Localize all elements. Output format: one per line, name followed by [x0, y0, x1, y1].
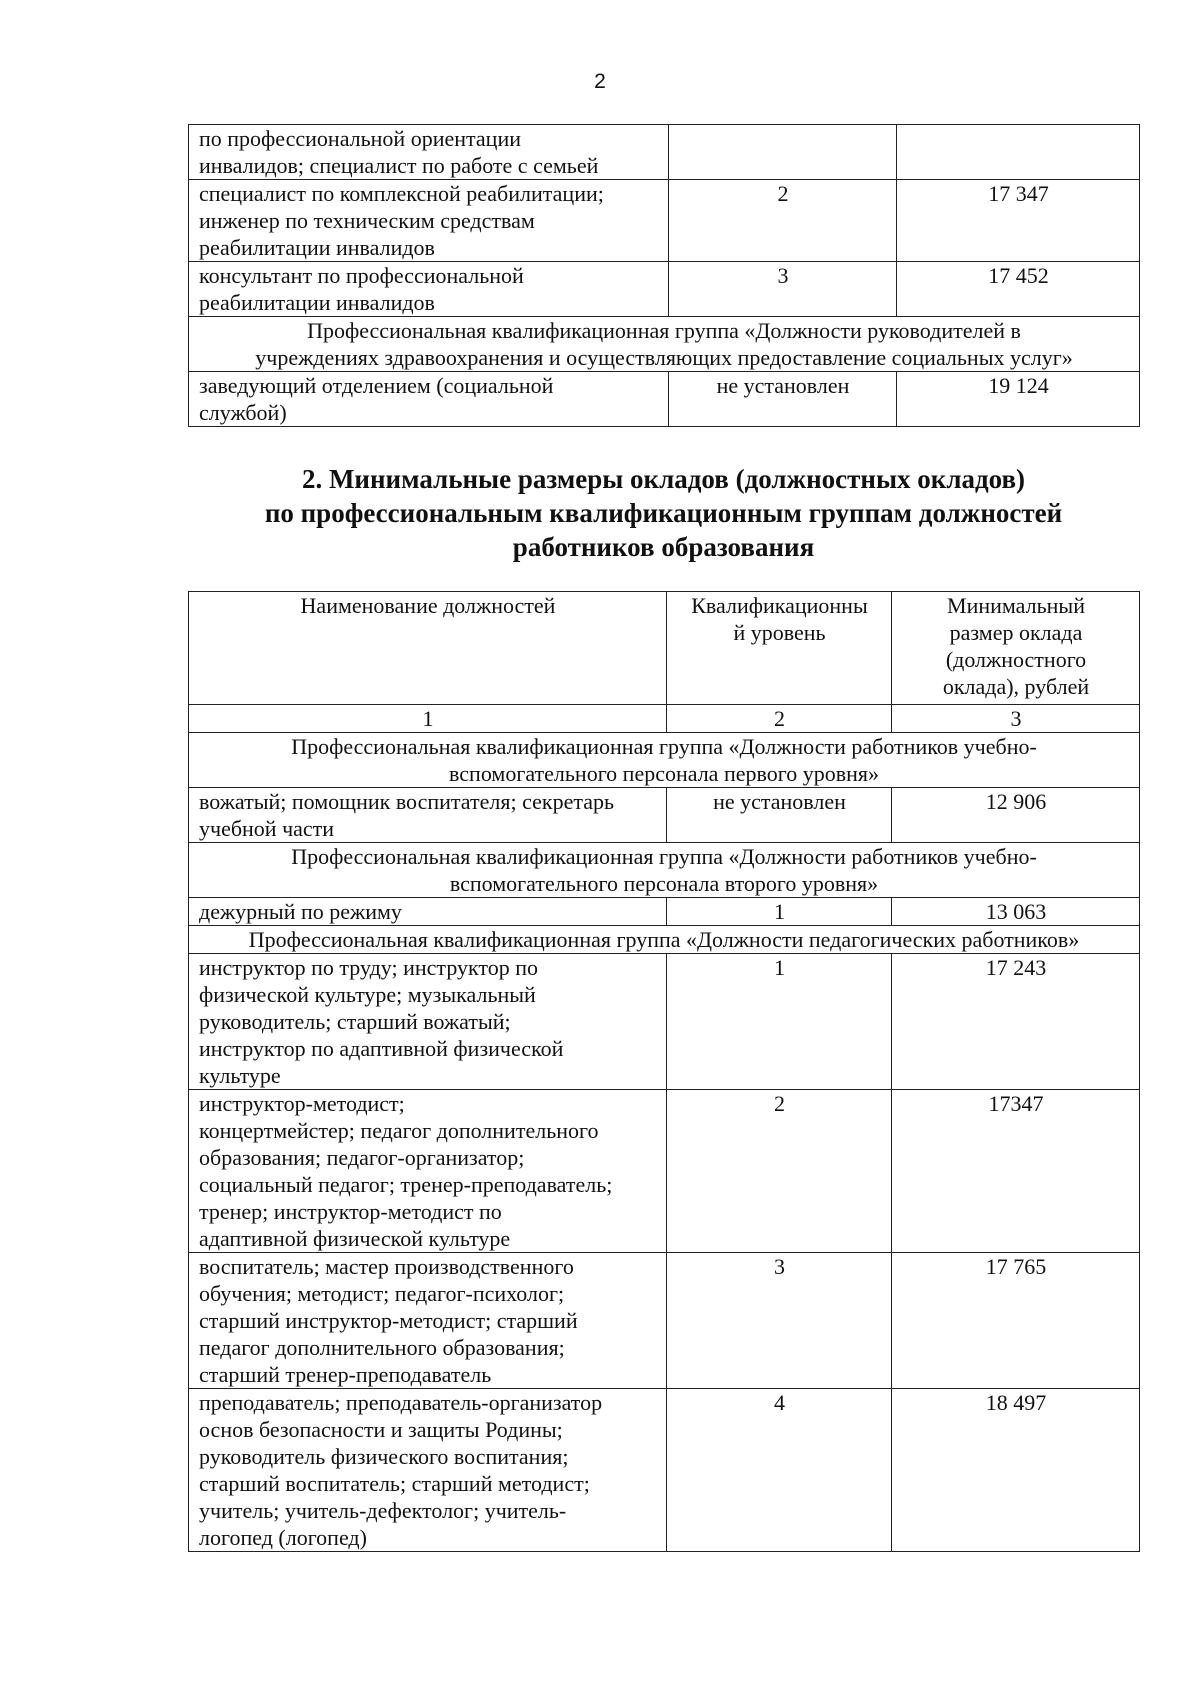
position-names [189, 898, 667, 926]
minimum-salary: 17 452 [897, 262, 1140, 317]
header-minimum-salary [892, 592, 1140, 705]
salary-table-social [188, 124, 1140, 427]
qualification-level: 4 [667, 1389, 892, 1552]
table-row [189, 1389, 1140, 1552]
position-line: образования; педагог-организатор; [199, 1145, 525, 1170]
group-heading-line: вспомогательного персонала первого уровня» [449, 761, 879, 786]
section-heading-line: 2. Минимальные размеры окладов (должностных окладов) [301, 464, 1026, 494]
position-line: социальный педагог; тренер-преподаватель; [199, 1172, 613, 1197]
position-line: вожатый; помощник воспитателя; секретарь [199, 789, 615, 814]
group-heading-line: Профессиональная квалификационная группа «Должности руководителей в [307, 318, 1021, 343]
minimum-salary: 17 765 [892, 1253, 1140, 1389]
group-heading-line: вспомогательного персонала второго уровня» [449, 871, 879, 896]
position-line: инженер по техническим средствам [199, 208, 535, 233]
position-line: реабилитации инвалидов [199, 290, 435, 315]
page-number: 2 [594, 70, 606, 93]
position-names [189, 1090, 667, 1253]
position-names [189, 372, 669, 427]
position-line: по профессиональной ориентации [199, 126, 521, 151]
position-line: воспитатель; мастер производственного [199, 1254, 574, 1279]
table-row [189, 372, 1140, 427]
header-line: размер оклада [949, 620, 1083, 645]
group-heading [189, 843, 1140, 898]
minimum-salary: 17 347 [897, 180, 1140, 262]
qualification-level: 3 [669, 262, 897, 317]
position-line: учитель; учитель-дефектолог; учитель- [199, 1498, 567, 1523]
position-names [189, 1253, 667, 1389]
header-line: Квалификационны [691, 593, 868, 618]
group-heading-line: Профессиональная квалификационная группа «Должности работников учебно- [291, 844, 1037, 869]
header-line: Минимальный [947, 593, 1085, 618]
position-line: руководитель физического воспитания; [199, 1444, 569, 1469]
header-line: оклада), рублей [942, 674, 1090, 699]
table-row [189, 262, 1140, 317]
column-number: 1 [189, 705, 667, 733]
position-names [189, 180, 669, 262]
table-row [189, 180, 1140, 262]
minimum-salary: 13 063 [892, 898, 1140, 926]
position-names [189, 1389, 667, 1552]
qualification-level: 2 [669, 180, 897, 262]
group-heading-row [189, 926, 1140, 954]
group-heading-row [189, 843, 1140, 898]
position-line: специалист по комплексной реабилитации; [199, 181, 604, 206]
group-heading-line: учреждениях здравоохранения и осуществляющих предоставление социальных услуг» [255, 345, 1073, 370]
header-line: й уровень [733, 620, 826, 645]
position-line: преподаватель; преподаватель-организатор [199, 1390, 603, 1415]
group-heading [189, 733, 1140, 788]
position-line: старший инструктор-методист; старший [199, 1308, 578, 1333]
position-line: логопед (логопед) [199, 1525, 367, 1550]
position-line: тренер; инструктор-методист по [199, 1199, 502, 1224]
group-heading-line: Профессиональная квалификационная группа «Должности работников учебно- [291, 734, 1037, 759]
group-heading-row [189, 733, 1140, 788]
table-header-row [189, 592, 1140, 705]
qualification-level: 2 [667, 1090, 892, 1253]
table-row [189, 1253, 1140, 1389]
position-line: инвалидов; специалист по работе с семьей [199, 153, 599, 178]
position-line: инструктор по труду; инструктор по [199, 955, 539, 980]
position-line: реабилитации инвалидов [199, 235, 435, 260]
table-row [189, 125, 1140, 180]
salary-table-education [188, 591, 1140, 1552]
position-line: консультант по профессиональной [199, 263, 524, 288]
column-number: 3 [892, 705, 1140, 733]
minimum-salary [897, 125, 1140, 180]
section-heading-line: по профессиональным квалификационным группам должностей [264, 498, 1063, 528]
position-line: основ безопасности и защиты Родины; [199, 1417, 563, 1442]
table-row [189, 898, 1140, 926]
position-line: обучения; методист; педагог-психолог; [199, 1281, 565, 1306]
position-names [189, 954, 667, 1090]
header-line: Наименование должностей [300, 593, 556, 618]
table-row [189, 954, 1140, 1090]
table-row [189, 788, 1140, 843]
column-number: 2 [667, 705, 892, 733]
position-line: старший воспитатель; старший методист; [199, 1471, 590, 1496]
position-names [189, 262, 669, 317]
qualification-level: 1 [667, 898, 892, 926]
header-line: (должностного [945, 647, 1087, 672]
minimum-salary: 19 124 [897, 372, 1140, 427]
position-line: педагог дополнительного образования; [199, 1335, 565, 1360]
qualification-level: 3 [667, 1253, 892, 1389]
position-line: физической культуре; музыкальный [199, 982, 536, 1007]
qualification-level: 1 [667, 954, 892, 1090]
section-heading [188, 462, 1139, 564]
position-line: старший тренер-преподаватель [199, 1362, 492, 1387]
header-position-name [189, 592, 667, 705]
position-line: дежурный по режиму [199, 899, 402, 924]
position-names [189, 788, 667, 843]
column-number-row [189, 705, 1140, 733]
minimum-salary: 18 497 [892, 1389, 1140, 1552]
group-heading [189, 926, 1140, 954]
group-heading-line: Профессиональная квалификационная группа «Должности педагогических работников» [248, 927, 1080, 952]
position-line: культуре [199, 1063, 281, 1088]
qualification-level: не установлен [667, 788, 892, 843]
qualification-level: не установлен [669, 372, 897, 427]
minimum-salary: 17347 [892, 1090, 1140, 1253]
table-row [189, 1090, 1140, 1253]
position-names [189, 125, 669, 180]
position-line: службой) [199, 400, 287, 425]
position-line: адаптивной физической культуре [199, 1226, 511, 1251]
group-heading [189, 317, 1140, 372]
position-line: инструктор-методист; [199, 1091, 405, 1116]
position-line: инструктор по адаптивной физической [199, 1036, 564, 1061]
position-line: концертмейстер; педагог дополнительного [199, 1118, 599, 1143]
header-qualification-level [667, 592, 892, 705]
position-line: учебной части [199, 816, 335, 841]
minimum-salary: 17 243 [892, 954, 1140, 1090]
minimum-salary: 12 906 [892, 788, 1140, 843]
section-heading-line: работников образования [512, 532, 815, 562]
position-line: руководитель; старший вожатый; [199, 1009, 511, 1034]
qualification-level [669, 125, 897, 180]
group-heading-row [189, 317, 1140, 372]
position-line: заведующий отделением (социальной [199, 373, 554, 398]
